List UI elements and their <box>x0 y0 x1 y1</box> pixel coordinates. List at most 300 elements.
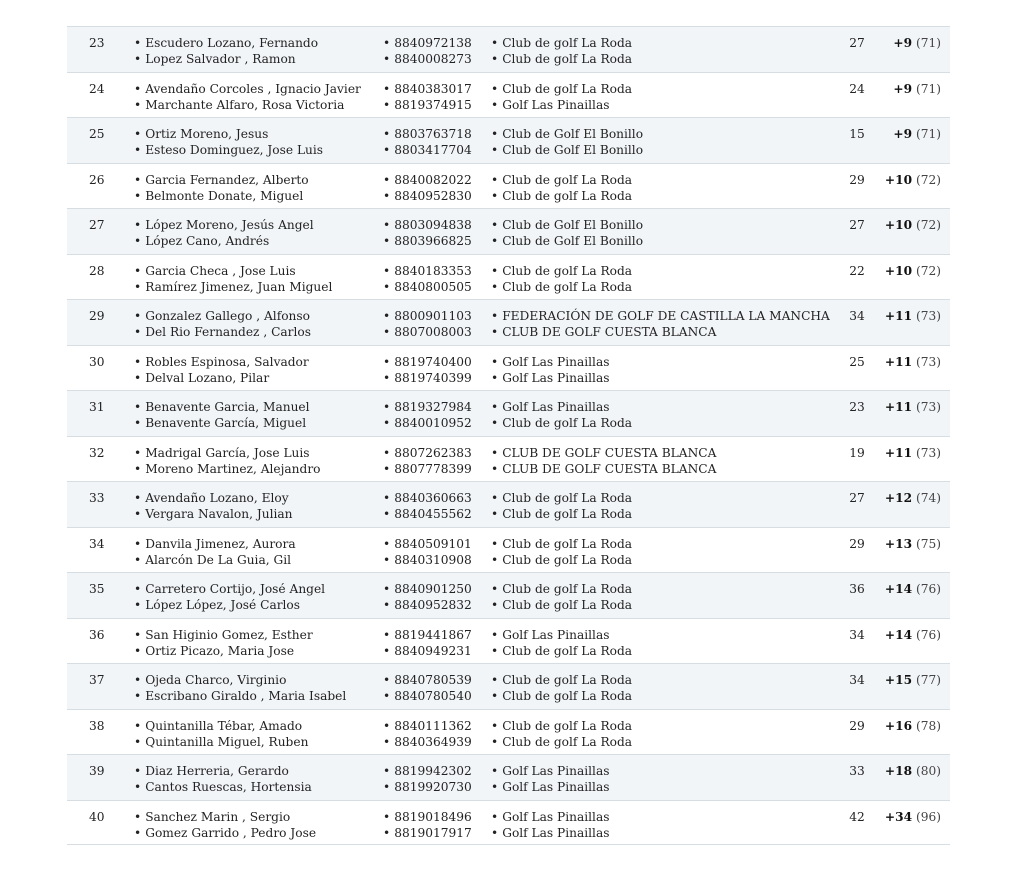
clubs-cell <box>491 35 632 67</box>
score-cell <box>885 672 941 688</box>
player-name-line <box>134 718 308 734</box>
bullet-icon: • <box>134 370 142 385</box>
bullet-icon: • <box>491 598 499 612</box>
bullet-icon: • <box>491 582 499 596</box>
licence-number: 8819018496 <box>394 809 472 824</box>
club-name: Club de golf La Roda <box>502 582 633 596</box>
club-name-line <box>491 536 632 552</box>
score-total: (96) <box>915 809 941 824</box>
handicap-cell: 24 <box>849 81 865 96</box>
handicap-cell: 27 <box>849 491 865 505</box>
bullet-icon: • <box>134 127 142 141</box>
player-name: Escribano Giraldo , Maria Isabel <box>145 689 347 703</box>
score-cell <box>885 718 941 734</box>
licences-cell <box>383 35 472 67</box>
bullet-icon: • <box>491 354 499 369</box>
handicap-cell: 34 <box>849 309 865 323</box>
licence-number-line <box>383 217 472 233</box>
licence-number: 8840010952 <box>394 416 472 430</box>
bullet-icon: • <box>134 143 142 157</box>
players-cell <box>134 126 323 158</box>
player-name: Marchante Alfaro, Rosa Victoria <box>145 97 345 112</box>
licence-number-line <box>383 51 472 67</box>
licence-number-line <box>383 643 472 659</box>
score-total: (71) <box>915 81 941 96</box>
position-cell: 35 <box>89 582 105 596</box>
club-name: Club de golf La Roda <box>502 734 633 749</box>
score-cell <box>885 536 941 552</box>
bullet-icon: • <box>383 734 391 749</box>
player-name: Belmonte Donate, Miguel <box>145 188 304 203</box>
licences-cell <box>383 627 472 659</box>
bullet-icon: • <box>134 598 142 612</box>
licences-cell <box>383 126 472 158</box>
bullet-icon: • <box>383 809 391 824</box>
licence-number: 8819740400 <box>394 354 472 369</box>
bullet-icon: • <box>491 689 499 703</box>
player-name-line <box>134 233 314 249</box>
handicap-cell: 25 <box>849 354 865 369</box>
bullet-icon: • <box>491 36 499 50</box>
player-name: Alarcón De La Guia, Gil <box>145 552 292 567</box>
bullet-icon: • <box>383 627 391 642</box>
player-name: López López, José Carlos <box>145 598 301 612</box>
licence-number-line <box>383 581 472 597</box>
licence-number-line <box>383 763 472 779</box>
player-name: Vergara Navalon, Julian <box>145 507 293 521</box>
players-cell <box>134 399 310 431</box>
player-name: Garcia Checa , Jose Luis <box>145 263 296 278</box>
licences-cell <box>383 809 472 841</box>
player-name-line <box>134 415 310 431</box>
table-row <box>67 618 950 664</box>
clubs-cell <box>491 763 609 795</box>
score-cell <box>885 399 941 415</box>
bullet-icon: • <box>383 536 391 551</box>
club-name: Club de golf La Roda <box>502 36 633 50</box>
club-name-line <box>491 552 632 568</box>
handicap-cell: 33 <box>849 764 865 778</box>
score-relative: +10 <box>884 172 913 187</box>
bullet-icon: • <box>383 172 391 187</box>
player-name-line <box>134 763 312 779</box>
bullet-icon: • <box>383 673 391 687</box>
club-name: Club de golf La Roda <box>502 536 633 551</box>
bullet-icon: • <box>383 507 391 521</box>
licence-number-line <box>383 461 472 477</box>
player-name-line <box>134 734 308 750</box>
position-cell: 29 <box>89 309 105 323</box>
player-name-line <box>134 552 296 568</box>
club-name: Club de golf La Roda <box>502 673 633 687</box>
table-row <box>67 436 950 482</box>
table-row <box>67 299 950 345</box>
players-cell <box>134 627 313 659</box>
player-name-line <box>134 188 309 204</box>
score-relative: +18 <box>884 764 913 778</box>
licence-number-line <box>383 779 472 795</box>
score-relative: +11 <box>884 445 913 460</box>
player-name: Esteso Dominguez, Jose Luis <box>145 143 324 157</box>
bullet-icon: • <box>491 52 499 66</box>
bullet-icon: • <box>134 825 142 840</box>
handicap-cell: 22 <box>849 263 865 278</box>
licence-number: 8819374915 <box>394 97 472 112</box>
licences-cell <box>383 672 472 704</box>
players-cell <box>134 81 361 113</box>
bullet-icon: • <box>383 461 391 476</box>
bullet-icon: • <box>134 309 142 323</box>
club-name: CLUB DE GOLF CUESTA BLANCA <box>502 461 717 476</box>
players-cell <box>134 172 309 204</box>
bullet-icon: • <box>134 97 142 112</box>
score-relative: +15 <box>884 673 913 687</box>
position-cell: 25 <box>89 127 105 141</box>
players-cell <box>134 490 293 522</box>
player-name-line <box>134 324 311 340</box>
handicap-cell: 34 <box>849 673 865 687</box>
bullet-icon: • <box>383 643 391 658</box>
licence-number-line <box>383 142 472 158</box>
club-name: Golf Las Pinaillas <box>502 354 610 369</box>
club-name-line <box>491 51 632 67</box>
player-name-line <box>134 597 325 613</box>
bullet-icon: • <box>134 325 142 339</box>
players-cell <box>134 217 314 249</box>
clubs-cell <box>491 718 632 750</box>
score-relative: +9 <box>893 36 913 50</box>
club-name-line <box>491 399 632 415</box>
licence-number-line <box>383 97 472 113</box>
clubs-cell <box>491 627 632 659</box>
score-total: (72) <box>915 263 941 278</box>
club-name-line <box>491 97 632 113</box>
clubs-cell <box>491 536 632 568</box>
club-name-line <box>491 415 632 431</box>
handicap-cell: 15 <box>849 127 865 141</box>
bullet-icon: • <box>491 416 499 430</box>
score-cell <box>885 354 941 370</box>
bullet-icon: • <box>491 172 499 187</box>
licence-number: 8819017917 <box>394 825 472 840</box>
club-name-line <box>491 81 632 97</box>
score-relative: +11 <box>884 354 913 369</box>
club-name-line <box>491 324 830 340</box>
club-name: Club de golf La Roda <box>502 718 633 733</box>
score-cell <box>885 809 941 825</box>
club-name: Club de Golf El Bonillo <box>502 143 644 157</box>
bullet-icon: • <box>383 263 391 278</box>
player-name: Gonzalez Gallego , Alfonso <box>145 309 310 323</box>
players-cell <box>134 763 312 795</box>
player-name-line <box>134 142 323 158</box>
licence-number-line <box>383 399 472 415</box>
bullet-icon: • <box>491 552 499 567</box>
bullet-icon: • <box>491 309 499 323</box>
licence-number: 8840800505 <box>394 279 472 294</box>
licence-number-line <box>383 536 472 552</box>
bullet-icon: • <box>134 416 142 430</box>
licence-number: 8819327984 <box>394 400 472 414</box>
score-total: (77) <box>915 673 941 687</box>
licence-number: 8840972138 <box>394 36 472 50</box>
score-total: (71) <box>915 36 941 50</box>
bullet-icon: • <box>383 234 391 248</box>
club-name-line <box>491 461 716 477</box>
bullet-icon: • <box>383 52 391 66</box>
score-relative: +9 <box>893 81 913 96</box>
table-row <box>67 254 950 300</box>
licence-number-line <box>383 233 472 249</box>
licence-number: 8840949231 <box>394 643 472 658</box>
player-name: Avendaño Corcoles , Ignacio Javier <box>145 81 361 96</box>
bullet-icon: • <box>383 218 391 232</box>
bullet-icon: • <box>134 461 142 476</box>
club-name-line <box>491 763 609 779</box>
licence-number: 8803763718 <box>394 127 472 141</box>
club-name-line <box>491 627 632 643</box>
bullet-icon: • <box>491 673 499 687</box>
licence-number-line <box>383 718 472 734</box>
licences-cell <box>383 172 472 204</box>
score-total: (72) <box>915 218 941 232</box>
licence-number: 8840383017 <box>394 81 472 96</box>
licence-number-line <box>383 279 472 295</box>
player-name: Garcia Fernandez, Alberto <box>145 172 309 187</box>
players-cell <box>134 718 308 750</box>
bullet-icon: • <box>491 234 499 248</box>
player-name: Robles Espinosa, Salvador <box>145 354 309 369</box>
player-name: Avendaño Lozano, Eloy <box>145 491 289 505</box>
table-row <box>67 709 950 755</box>
score-total: (71) <box>915 127 941 141</box>
player-name-line <box>134 643 313 659</box>
club-name-line <box>491 779 609 795</box>
club-name-line <box>491 370 609 386</box>
bullet-icon: • <box>383 97 391 112</box>
licences-cell <box>383 354 472 386</box>
club-name: Golf Las Pinaillas <box>502 400 610 414</box>
score-total: (78) <box>915 718 941 733</box>
player-name-line <box>134 825 316 841</box>
player-name-line <box>134 445 321 461</box>
position-cell: 40 <box>89 809 105 824</box>
licence-number-line <box>383 172 472 188</box>
bullet-icon: • <box>491 507 499 521</box>
table-row <box>67 26 950 72</box>
score-total: (76) <box>915 627 941 642</box>
licence-number-line <box>383 734 472 750</box>
club-name: CLUB DE GOLF CUESTA BLANCA <box>502 325 717 339</box>
handicap-cell: 29 <box>849 718 865 733</box>
licence-number: 8800901103 <box>394 309 472 323</box>
score-relative: +34 <box>884 809 913 824</box>
bullet-icon: • <box>491 370 499 385</box>
player-name: Carretero Cortijo, José Angel <box>145 582 326 596</box>
club-name-line <box>491 809 609 825</box>
licence-number: 8819740399 <box>394 370 472 385</box>
club-name: CLUB DE GOLF CUESTA BLANCA <box>502 445 717 460</box>
licence-number: 8840455562 <box>394 507 472 521</box>
licences-cell <box>383 445 472 477</box>
licence-number: 8840082022 <box>394 172 472 187</box>
bullet-icon: • <box>134 627 142 642</box>
club-name-line <box>491 172 632 188</box>
bullet-icon: • <box>134 734 142 749</box>
players-cell <box>134 354 309 386</box>
players-cell <box>134 35 318 67</box>
club-name: Golf Las Pinaillas <box>502 764 610 778</box>
club-name-line <box>491 506 632 522</box>
licences-cell <box>383 536 472 568</box>
club-name: Club de Golf El Bonillo <box>502 218 644 232</box>
club-name-line <box>491 35 632 51</box>
player-name: Cantos Ruescas, Hortensia <box>145 780 312 794</box>
clubs-cell <box>491 809 609 841</box>
licence-number: 8840780539 <box>394 673 472 687</box>
player-name: Danvila Jimenez, Aurora <box>145 536 296 551</box>
bullet-icon: • <box>491 718 499 733</box>
bullet-icon: • <box>383 718 391 733</box>
club-name: Club de golf La Roda <box>502 188 633 203</box>
bullet-icon: • <box>383 143 391 157</box>
score-relative: +14 <box>884 582 913 596</box>
club-name-line <box>491 263 632 279</box>
table-row <box>67 663 950 709</box>
licence-number-line <box>383 263 472 279</box>
club-name: FEDERACIÓN DE GOLF DE CASTILLA LA MANCHA <box>502 309 830 323</box>
licences-cell <box>383 399 472 431</box>
player-name: Benavente Garcia, Manuel <box>145 400 310 414</box>
bullet-icon: • <box>491 825 499 840</box>
bullet-icon: • <box>491 81 499 96</box>
table-row <box>67 572 950 618</box>
licence-number: 8819920730 <box>394 780 472 794</box>
player-name-line <box>134 217 314 233</box>
licences-cell <box>383 81 472 113</box>
player-name-line <box>134 279 332 295</box>
handicap-cell: 29 <box>849 536 865 551</box>
club-name-line <box>491 825 609 841</box>
score-total: (74) <box>915 491 941 505</box>
player-name: Ortiz Picazo, Maria Jose <box>145 643 295 658</box>
player-name: López Moreno, Jesús Angel <box>145 218 314 232</box>
players-cell <box>134 445 321 477</box>
licence-number-line <box>383 35 472 51</box>
bullet-icon: • <box>383 582 391 596</box>
licence-number-line <box>383 506 472 522</box>
club-name: Club de golf La Roda <box>502 172 633 187</box>
club-name-line <box>491 142 643 158</box>
clubs-cell <box>491 263 632 295</box>
handicap-cell: 29 <box>849 172 865 187</box>
table-row <box>67 390 950 436</box>
player-name: Madrigal García, Jose Luis <box>145 445 310 460</box>
player-name-line <box>134 126 323 142</box>
score-cell <box>893 35 941 51</box>
licence-number: 8840901250 <box>394 582 472 596</box>
club-name-line <box>491 597 632 613</box>
club-name-line <box>491 308 830 324</box>
position-cell: 28 <box>89 263 105 278</box>
bullet-icon: • <box>491 627 499 642</box>
licence-number-line <box>383 552 472 568</box>
bullet-icon: • <box>491 445 499 460</box>
licence-number-line <box>383 415 472 431</box>
clubs-cell <box>491 399 632 431</box>
licence-number: 8807778399 <box>394 461 472 476</box>
bullet-icon: • <box>134 536 142 551</box>
score-cell <box>885 172 941 188</box>
licence-number-line <box>383 370 472 386</box>
score-cell <box>885 490 941 506</box>
player-name-line <box>134 81 361 97</box>
club-name: Club de Golf El Bonillo <box>502 127 644 141</box>
club-name-line <box>491 126 643 142</box>
table-row <box>67 754 950 800</box>
licence-number-line <box>383 825 472 841</box>
bullet-icon: • <box>383 825 391 840</box>
bullet-icon: • <box>383 309 391 323</box>
players-cell <box>134 536 296 568</box>
position-cell: 26 <box>89 172 105 187</box>
score-relative: +13 <box>884 536 913 551</box>
table-row <box>67 481 950 527</box>
licences-cell <box>383 581 472 613</box>
licence-number: 8807008003 <box>394 325 472 339</box>
players-cell <box>134 672 346 704</box>
club-name-line <box>491 217 643 233</box>
player-name: Moreno Martinez, Alejandro <box>145 461 321 476</box>
licence-number: 8807262383 <box>394 445 472 460</box>
position-cell: 34 <box>89 536 105 551</box>
player-name-line <box>134 627 313 643</box>
bullet-icon: • <box>491 218 499 232</box>
licence-number-line <box>383 81 472 97</box>
club-name-line <box>491 354 609 370</box>
licences-cell <box>383 490 472 522</box>
score-total: (73) <box>915 400 941 414</box>
club-name-line <box>491 490 632 506</box>
bullet-icon: • <box>383 689 391 703</box>
clubs-cell <box>491 581 632 613</box>
club-name: Club de golf La Roda <box>502 81 633 96</box>
score-relative: +14 <box>884 627 913 642</box>
player-name: Escudero Lozano, Fernando <box>145 36 319 50</box>
bullet-icon: • <box>383 370 391 385</box>
bullet-icon: • <box>491 143 499 157</box>
bullet-icon: • <box>134 188 142 203</box>
licence-number-line <box>383 308 472 324</box>
bullet-icon: • <box>134 234 142 248</box>
bullet-icon: • <box>134 689 142 703</box>
player-name-line <box>134 506 293 522</box>
clubs-cell <box>491 172 632 204</box>
bullet-icon: • <box>491 734 499 749</box>
club-name: Club de golf La Roda <box>502 416 633 430</box>
clubs-cell <box>491 308 830 340</box>
player-name-line <box>134 581 325 597</box>
position-cell: 38 <box>89 718 105 733</box>
score-total: (80) <box>915 764 941 778</box>
bullet-icon: • <box>491 127 499 141</box>
licences-cell <box>383 263 472 295</box>
player-name-line <box>134 263 332 279</box>
position-cell: 32 <box>89 445 105 460</box>
licence-number-line <box>383 188 472 204</box>
licences-cell <box>383 308 472 340</box>
player-name-line <box>134 536 296 552</box>
